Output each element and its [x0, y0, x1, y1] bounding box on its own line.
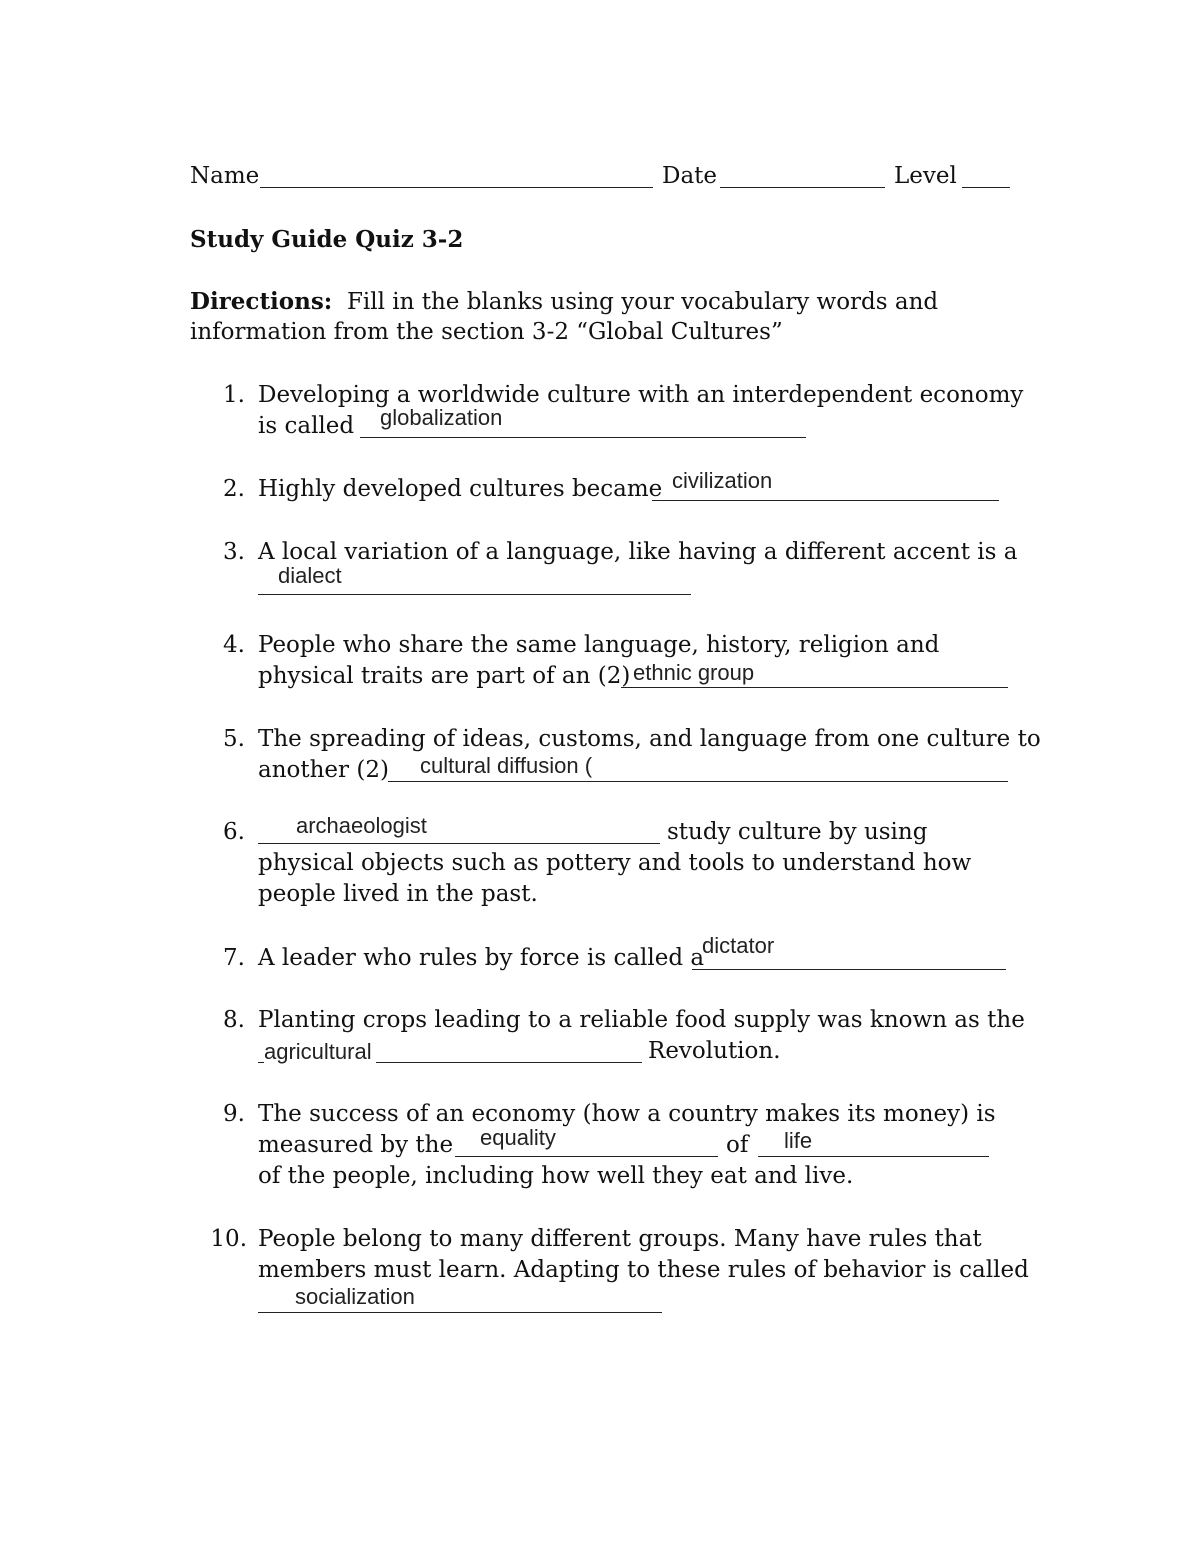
answer-handwritten: civilization	[672, 468, 773, 493]
page-title: Study Guide Quiz 3-2	[190, 226, 464, 253]
question-text: measured by the	[258, 1132, 454, 1158]
answer-blank[interactable]	[258, 1312, 662, 1313]
question-text: people lived in the past.	[258, 881, 538, 907]
answer-handwritten: ethnic group	[633, 660, 755, 685]
question-text: of	[726, 1132, 749, 1158]
question-text: is called	[258, 413, 355, 439]
answer-blank[interactable]	[455, 1156, 718, 1157]
question-number: 9.	[223, 1101, 245, 1127]
question-text: another (2)	[258, 757, 389, 783]
answer-blank[interactable]	[652, 500, 999, 501]
question-text: Planting crops leading to a reliable food supply was known as the	[258, 1007, 1025, 1033]
answer-blank[interactable]	[258, 843, 660, 844]
name-field[interactable]	[260, 187, 653, 188]
answer-handwritten: equality	[480, 1125, 556, 1150]
directions	[190, 286, 938, 318]
directions-text-line2: information from the section 3-2 “Global Cultures”	[190, 319, 783, 345]
answer-handwritten: dialect	[278, 563, 342, 588]
answer-blank[interactable]	[692, 969, 1006, 970]
question-number: 7.	[223, 945, 245, 971]
question-text: People belong to many different groups. Many have rules that	[258, 1226, 982, 1252]
question-number: 8.	[223, 1007, 245, 1033]
level-field[interactable]	[962, 187, 1010, 188]
question-number: 4.	[223, 632, 245, 658]
level-label: Level	[894, 163, 957, 189]
question-text: Revolution.	[648, 1038, 781, 1064]
question-text: members must learn. Adapting to these rules of behavior is called	[258, 1257, 1029, 1283]
question-number: 1.	[223, 382, 245, 408]
question-number: 10.	[210, 1226, 247, 1252]
date-field[interactable]	[720, 187, 885, 188]
answer-handwritten: cultural diffusion (	[420, 753, 593, 778]
date-label: Date	[662, 163, 718, 189]
question-text: A local variation of a language, like having a different accent is a	[258, 539, 1018, 565]
question-text: Highly developed cultures became	[258, 476, 663, 502]
answer-handwritten: globalization	[380, 405, 503, 430]
question-text: The success of an economy (how a country makes its money) is	[258, 1101, 996, 1127]
question-text: of the people, including how well they eat and live.	[258, 1163, 854, 1189]
directions-text-line1: Fill in the blanks using your vocabulary words and	[346, 289, 939, 315]
question-number: 3.	[223, 539, 245, 565]
answer-blank[interactable]	[258, 594, 691, 595]
question-text: People who share the same language, history, religion and	[258, 632, 940, 658]
answer-blank[interactable]	[360, 437, 806, 438]
answer-handwritten: socialization	[295, 1284, 415, 1309]
question-number: 2.	[223, 476, 245, 502]
answer-handwritten: agricultural	[264, 1036, 376, 1067]
question-text: Developing a worldwide culture with an interdependent economy	[258, 382, 1024, 408]
question-text: A leader who rules by force is called a	[258, 945, 705, 971]
answer-blank[interactable]	[758, 1156, 989, 1157]
question-text: physical traits are part of an (2)	[258, 663, 631, 689]
answer-blank[interactable]	[388, 781, 1008, 782]
answer-handwritten: life	[784, 1128, 813, 1153]
answer-handwritten: archaeologist	[296, 813, 427, 838]
directions-label: Directions:	[190, 288, 333, 315]
question-text: study culture by using	[667, 819, 928, 845]
question-number: 6.	[223, 819, 245, 845]
name-label: Name	[190, 163, 260, 189]
question-text: The spreading of ideas, customs, and language from one culture to	[258, 726, 1041, 752]
question-text: physical objects such as pottery and tools to understand how	[258, 850, 972, 876]
question-number: 5.	[223, 726, 245, 752]
answer-handwritten: dictator	[702, 933, 775, 958]
